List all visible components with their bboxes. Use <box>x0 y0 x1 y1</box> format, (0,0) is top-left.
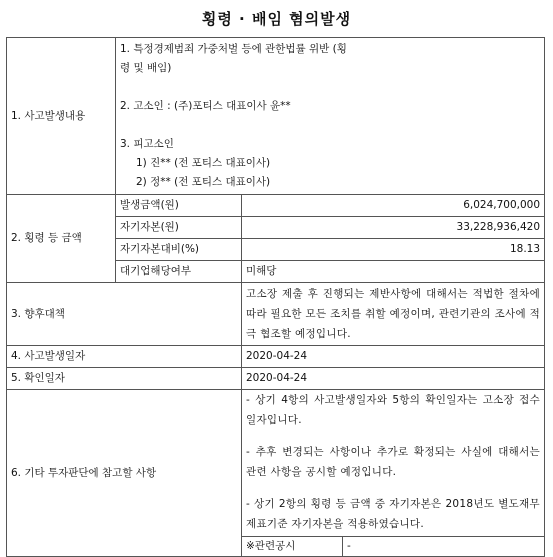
row-other-notes <box>7 390 545 537</box>
note-2: - 추후 변경되는 사항이나 추가로 확정되는 사실에 대해서는 관련 사항을 공시할 예정입니다. <box>246 446 541 478</box>
equity-ratio-value: 18.13 <box>242 239 545 261</box>
large-company-value: 미해당 <box>242 261 545 283</box>
incident-date-value: 2020-04-24 <box>242 346 545 368</box>
row-incident-details <box>7 38 545 195</box>
related-disclosure-label: ※관련공시 <box>242 537 343 556</box>
row-future-plan <box>7 283 545 346</box>
incident-line-1a: 1. 특정경제범죄 가중처벌 등에 관한법률 위반 (횡 <box>120 43 347 55</box>
equity-ratio-label: 자기자본대비(%) <box>116 239 242 261</box>
incident-line-3a: 1) 진** (전 포티스 대표이사) <box>136 157 271 169</box>
incident-line-3b: 2) 정** (전 포티스 대표이사) <box>136 176 271 188</box>
incident-line-3: 3. 피고소인 <box>120 138 174 150</box>
confirm-date-value: 2020-04-24 <box>242 368 545 390</box>
note-1: - 상기 4항의 사고발생일자와 5항의 확인일자는 고소장 접수일자입니다. <box>246 394 541 426</box>
other-notes-label: 6. 기타 투자판단에 참고할 사항 <box>7 390 242 557</box>
amount-label: 2. 횡령 등 금액 <box>7 195 116 283</box>
related-disclosure-value: - <box>347 540 351 552</box>
incident-details-label: 1. 사고발생내용 <box>7 38 116 195</box>
occurred-amount-label: 발생금액(원) <box>116 195 242 217</box>
future-plan-text: 고소장 제출 후 진행되는 제반사항에 대해서는 적법한 절차에 따라 필요한 모든 조치를 취할 예정이며, 관련기관의 조사에 적극 협조할 예정입니다. <box>242 283 545 346</box>
page-title: 횡령 · 배임 혐의발생 <box>201 10 352 28</box>
related-disclosure-inner <box>242 537 544 556</box>
equity-label: 자기자본(원) <box>116 217 242 239</box>
occurred-amount-value: 6,024,700,000 <box>242 195 545 217</box>
large-company-label: 대기업해당여부 <box>116 261 242 283</box>
incident-date-label: 4. 사고발생일자 <box>7 346 242 368</box>
equity-value: 33,228,936,420 <box>242 217 545 239</box>
other-notes-content <box>242 390 545 537</box>
note-3: - 상기 2항의 횡령 등 금액 중 자기자본은 2018년도 별도재무제표기준 자기자본을 적용하였습니다. <box>246 498 541 530</box>
incident-line-2: 2. 고소인 : (주)포티스 대표이사 윤** <box>120 100 291 112</box>
confirm-date-label: 5. 확인일자 <box>7 368 242 390</box>
row-amount <box>7 195 545 217</box>
disclosure-table <box>6 37 545 557</box>
incident-line-1b: 령 및 배임) <box>120 62 172 74</box>
related-disclosure-cell <box>242 537 545 557</box>
future-plan-label: 3. 향후대책 <box>7 283 242 346</box>
row-confirm-date <box>7 368 545 390</box>
row-incident-date <box>7 346 545 368</box>
incident-details-content <box>116 38 545 195</box>
